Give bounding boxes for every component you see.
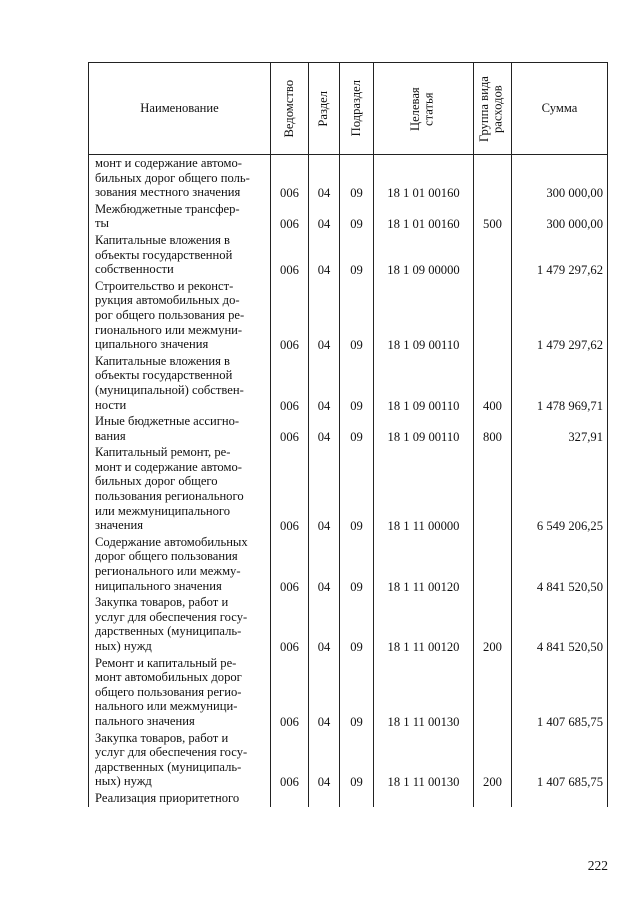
cell-summa: 1 407 685,75 xyxy=(512,655,608,730)
cell-vedomstvo: 006 xyxy=(271,594,309,654)
cell-razdel: 04 xyxy=(309,278,340,353)
cell-name: Строительство и реконст- рукция автомобильных до- рог общего пользования ре- гионального или межмуни- ципального значения xyxy=(89,278,271,353)
cell-celevaya: 18 1 09 00000 xyxy=(374,232,474,278)
cell-podrazdel: 09 xyxy=(340,353,374,413)
cell-vedomstvo: 006 xyxy=(271,444,309,534)
cell-summa: 4 841 520,50 xyxy=(512,594,608,654)
cell-celevaya: 18 1 09 00110 xyxy=(374,278,474,353)
table-row xyxy=(89,155,608,201)
header-name xyxy=(89,63,271,155)
header-vedomstvo xyxy=(271,63,309,155)
cell-name: Ремонт и капитальный ре- монт автомобильных дорог общего пользования регио- нального или межмуници- пального значения xyxy=(89,655,271,730)
cell-razdel: 04 xyxy=(309,730,340,790)
cell-vedomstvo: 006 xyxy=(271,278,309,353)
cell-razdel: 04 xyxy=(309,353,340,413)
cell-gruppa xyxy=(474,278,512,353)
cell-summa xyxy=(512,790,608,807)
cell-celevaya xyxy=(374,790,474,807)
cell-celevaya: 18 1 11 00130 xyxy=(374,730,474,790)
cell-razdel: 04 xyxy=(309,444,340,534)
header-razdel xyxy=(309,63,340,155)
table-row xyxy=(89,232,608,278)
cell-podrazdel xyxy=(340,790,374,807)
table-row xyxy=(89,534,608,594)
table-row xyxy=(89,730,608,790)
page-number: 222 xyxy=(587,858,608,873)
cell-razdel: 04 xyxy=(309,594,340,654)
cell-podrazdel: 09 xyxy=(340,232,374,278)
cell-podrazdel: 09 xyxy=(340,278,374,353)
cell-podrazdel: 09 xyxy=(340,155,374,201)
cell-podrazdel: 09 xyxy=(340,730,374,790)
header-gruppa-label: Группа вида расходов xyxy=(476,75,504,142)
cell-vedomstvo: 006 xyxy=(271,155,309,201)
table-row xyxy=(89,444,608,534)
cell-celevaya: 18 1 01 00160 xyxy=(374,155,474,201)
header-summa-label: Сумма xyxy=(541,101,578,116)
cell-razdel: 04 xyxy=(309,413,340,444)
cell-gruppa: 200 xyxy=(474,594,512,654)
cell-name: Межбюджетные трансфер- ты xyxy=(89,201,271,232)
cell-razdel: 04 xyxy=(309,201,340,232)
header-celevaya xyxy=(374,63,474,155)
budget-table xyxy=(88,62,608,807)
table-row xyxy=(89,353,608,413)
cell-vedomstvo: 006 xyxy=(271,201,309,232)
cell-podrazdel: 09 xyxy=(340,444,374,534)
table-row xyxy=(89,594,608,654)
table-row xyxy=(89,790,608,807)
table-row xyxy=(89,655,608,730)
header-gruppa xyxy=(474,63,512,155)
cell-podrazdel: 09 xyxy=(340,201,374,232)
cell-name: Иные бюджетные ассигно- вания xyxy=(89,413,271,444)
cell-summa: 1 479 297,62 xyxy=(512,232,608,278)
table-body xyxy=(89,155,608,807)
cell-vedomstvo xyxy=(271,790,309,807)
cell-name: Содержание автомобильных дорог общего пользования регионального или межму- ниципального значения xyxy=(89,534,271,594)
cell-podrazdel: 09 xyxy=(340,534,374,594)
header-celevaya-label: Целевая статья xyxy=(407,86,435,131)
cell-name: Закупка товаров, работ и услуг для обеспечения госу- дарственных (муниципаль- ных) нужд xyxy=(89,730,271,790)
table-row xyxy=(89,413,608,444)
cell-gruppa: 400 xyxy=(474,353,512,413)
table-header xyxy=(89,63,608,155)
cell-summa: 1 478 969,71 xyxy=(512,353,608,413)
table-row xyxy=(89,278,608,353)
cell-razdel: 04 xyxy=(309,232,340,278)
cell-gruppa: 200 xyxy=(474,730,512,790)
header-podrazdel xyxy=(340,63,374,155)
cell-summa: 300 000,00 xyxy=(512,201,608,232)
cell-vedomstvo: 006 xyxy=(271,232,309,278)
header-vedomstvo-label: Ведомство xyxy=(281,79,296,138)
cell-name: Капитальные вложения в объекты государственной собственности xyxy=(89,232,271,278)
cell-gruppa: 800 xyxy=(474,413,512,444)
header-podrazdel-label: Подраздел xyxy=(348,80,363,137)
cell-razdel: 04 xyxy=(309,155,340,201)
cell-celevaya: 18 1 11 00120 xyxy=(374,594,474,654)
cell-celevaya: 18 1 09 00110 xyxy=(374,353,474,413)
cell-summa: 300 000,00 xyxy=(512,155,608,201)
cell-gruppa xyxy=(474,155,512,201)
cell-gruppa xyxy=(474,655,512,730)
cell-name: Реализация приоритетного xyxy=(89,790,271,807)
table-row xyxy=(89,201,608,232)
cell-name: Капитальные вложения в объекты государственной (муниципальной) собствен- ности xyxy=(89,353,271,413)
cell-vedomstvo: 006 xyxy=(271,534,309,594)
cell-summa: 1 407 685,75 xyxy=(512,730,608,790)
cell-summa: 1 479 297,62 xyxy=(512,278,608,353)
header-summa xyxy=(512,63,608,155)
cell-summa: 4 841 520,50 xyxy=(512,534,608,594)
cell-vedomstvo: 006 xyxy=(271,730,309,790)
cell-podrazdel: 09 xyxy=(340,655,374,730)
cell-gruppa: 500 xyxy=(474,201,512,232)
cell-razdel: 04 xyxy=(309,534,340,594)
cell-celevaya: 18 1 11 00000 xyxy=(374,444,474,534)
cell-vedomstvo: 006 xyxy=(271,655,309,730)
header-razdel-label: Раздел xyxy=(316,90,331,127)
cell-celevaya: 18 1 01 00160 xyxy=(374,201,474,232)
cell-gruppa xyxy=(474,790,512,807)
cell-podrazdel: 09 xyxy=(340,413,374,444)
cell-summa: 6 549 206,25 xyxy=(512,444,608,534)
cell-name: Закупка товаров, работ и услуг для обеспечения госу- дарственных (муниципаль- ных) нужд xyxy=(89,594,271,654)
cell-gruppa xyxy=(474,444,512,534)
cell-name: монт и содержание автомо- бильных дорог общего поль- зования местного значения xyxy=(89,155,271,201)
cell-razdel xyxy=(309,790,340,807)
header-name-label: Наименование xyxy=(140,101,219,116)
cell-celevaya: 18 1 09 00110 xyxy=(374,413,474,444)
cell-razdel: 04 xyxy=(309,655,340,730)
cell-gruppa xyxy=(474,232,512,278)
cell-summa: 327,91 xyxy=(512,413,608,444)
cell-celevaya: 18 1 11 00130 xyxy=(374,655,474,730)
cell-vedomstvo: 006 xyxy=(271,353,309,413)
cell-gruppa xyxy=(474,534,512,594)
cell-podrazdel: 09 xyxy=(340,594,374,654)
cell-celevaya: 18 1 11 00120 xyxy=(374,534,474,594)
cell-vedomstvo: 006 xyxy=(271,413,309,444)
cell-name: Капитальный ремонт, ре- монт и содержание автомо- бильных дорог общего пользования регионального или межмуниципального значения xyxy=(89,444,271,534)
